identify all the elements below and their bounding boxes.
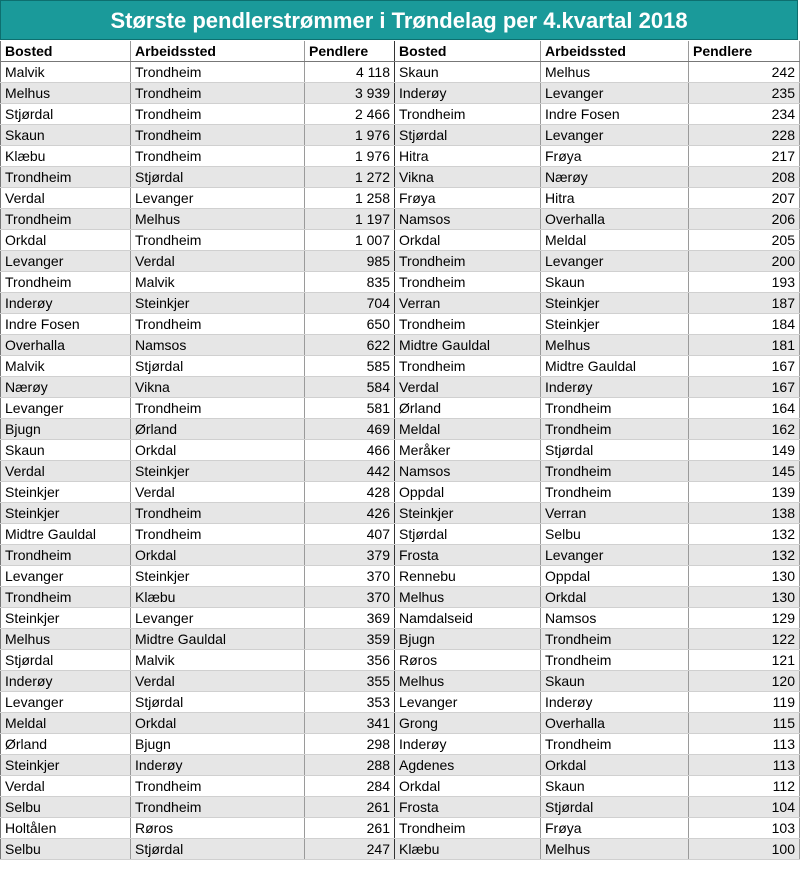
cell-pendlere-left: 704 [305,293,395,314]
cell-pendlere-right: 115 [689,713,800,734]
cell-bosted-left: Klæbu [1,146,131,167]
cell-pendlere-left: 4 118 [305,62,395,83]
table-row [1,440,800,461]
cell-pendlere-left: 353 [305,692,395,713]
cell-arbeidssted-right: Overhalla [541,713,689,734]
cell-pendlere-right: 122 [689,629,800,650]
cell-bosted-left: Malvik [1,356,131,377]
cell-pendlere-left: 985 [305,251,395,272]
cell-bosted-right: Steinkjer [395,503,541,524]
cell-pendlere-left: 442 [305,461,395,482]
header-pendlere-left: Pendlere [305,41,395,62]
table-row [1,461,800,482]
cell-arbeidssted-right: Levanger [541,125,689,146]
cell-arbeidssted-left: Trondheim [131,314,305,335]
cell-bosted-right: Midtre Gauldal [395,335,541,356]
cell-pendlere-right: 130 [689,566,800,587]
header-row [1,41,800,62]
table-row [1,62,800,83]
table-row [1,356,800,377]
cell-bosted-right: Namdalseid [395,608,541,629]
cell-pendlere-left: 379 [305,545,395,566]
cell-bosted-left: Selbu [1,797,131,818]
cell-pendlere-left: 261 [305,797,395,818]
cell-bosted-left: Skaun [1,125,131,146]
cell-arbeidssted-right: Skaun [541,671,689,692]
cell-pendlere-right: 242 [689,62,800,83]
cell-arbeidssted-right: Trondheim [541,482,689,503]
cell-pendlere-left: 370 [305,587,395,608]
cell-pendlere-left: 356 [305,650,395,671]
cell-bosted-left: Levanger [1,398,131,419]
cell-arbeidssted-left: Steinkjer [131,293,305,314]
cell-arbeidssted-right: Trondheim [541,629,689,650]
cell-bosted-right: Frøya [395,188,541,209]
cell-arbeidssted-right: Stjørdal [541,440,689,461]
cell-pendlere-left: 581 [305,398,395,419]
cell-pendlere-right: 149 [689,440,800,461]
cell-arbeidssted-left: Trondheim [131,230,305,251]
cell-arbeidssted-left: Trondheim [131,146,305,167]
cell-arbeidssted-right: Trondheim [541,419,689,440]
cell-pendlere-right: 228 [689,125,800,146]
cell-pendlere-left: 469 [305,419,395,440]
cell-arbeidssted-left: Stjørdal [131,356,305,377]
cell-pendlere-right: 235 [689,83,800,104]
cell-pendlere-right: 138 [689,503,800,524]
cell-bosted-right: Trondheim [395,818,541,839]
cell-pendlere-right: 193 [689,272,800,293]
cell-pendlere-right: 167 [689,356,800,377]
cell-pendlere-right: 103 [689,818,800,839]
cell-arbeidssted-right: Oppdal [541,566,689,587]
table-row [1,83,800,104]
cell-pendlere-left: 585 [305,356,395,377]
cell-pendlere-right: 217 [689,146,800,167]
cell-bosted-left: Holtålen [1,818,131,839]
cell-pendlere-left: 359 [305,629,395,650]
cell-pendlere-left: 466 [305,440,395,461]
cell-bosted-left: Trondheim [1,272,131,293]
cell-bosted-right: Trondheim [395,314,541,335]
cell-pendlere-left: 355 [305,671,395,692]
header-arbeidssted-left: Arbeidssted [131,41,305,62]
cell-bosted-right: Grong [395,713,541,734]
table-row [1,608,800,629]
cell-pendlere-right: 184 [689,314,800,335]
cell-arbeidssted-right: Steinkjer [541,314,689,335]
cell-arbeidssted-right: Hitra [541,188,689,209]
cell-bosted-left: Levanger [1,251,131,272]
cell-pendlere-left: 650 [305,314,395,335]
cell-pendlere-left: 247 [305,839,395,860]
cell-bosted-right: Ørland [395,398,541,419]
cell-arbeidssted-left: Levanger [131,188,305,209]
cell-bosted-left: Levanger [1,566,131,587]
cell-arbeidssted-right: Melhus [541,62,689,83]
cell-arbeidssted-right: Nærøy [541,167,689,188]
cell-bosted-left: Inderøy [1,293,131,314]
cell-pendlere-right: 120 [689,671,800,692]
cell-bosted-right: Namsos [395,461,541,482]
cell-arbeidssted-left: Trondheim [131,62,305,83]
table-row [1,629,800,650]
cell-bosted-right: Stjørdal [395,524,541,545]
cell-bosted-left: Steinkjer [1,482,131,503]
cell-arbeidssted-left: Levanger [131,608,305,629]
table-row [1,776,800,797]
table-row [1,755,800,776]
cell-arbeidssted-right: Stjørdal [541,797,689,818]
cell-pendlere-left: 835 [305,272,395,293]
table-row [1,419,800,440]
table-row [1,293,800,314]
table-row [1,314,800,335]
table-body [1,62,800,860]
cell-pendlere-right: 234 [689,104,800,125]
cell-bosted-left: Stjørdal [1,650,131,671]
cell-bosted-right: Namsos [395,209,541,230]
table-row [1,398,800,419]
cell-pendlere-left: 298 [305,734,395,755]
cell-pendlere-left: 428 [305,482,395,503]
cell-arbeidssted-right: Levanger [541,545,689,566]
cell-arbeidssted-right: Trondheim [541,461,689,482]
cell-arbeidssted-right: Inderøy [541,692,689,713]
table-row [1,818,800,839]
cell-bosted-left: Orkdal [1,230,131,251]
cell-bosted-left: Inderøy [1,671,131,692]
cell-pendlere-left: 2 466 [305,104,395,125]
cell-arbeidssted-right: Trondheim [541,650,689,671]
table-row [1,251,800,272]
cell-bosted-right: Agdenes [395,755,541,776]
commuter-table [0,41,800,860]
cell-arbeidssted-left: Verdal [131,482,305,503]
cell-bosted-right: Stjørdal [395,125,541,146]
cell-arbeidssted-right: Melhus [541,839,689,860]
cell-pendlere-right: 164 [689,398,800,419]
cell-arbeidssted-left: Trondheim [131,83,305,104]
cell-bosted-left: Steinkjer [1,608,131,629]
cell-arbeidssted-left: Steinkjer [131,566,305,587]
cell-arbeidssted-left: Midtre Gauldal [131,629,305,650]
cell-bosted-right: Oppdal [395,482,541,503]
cell-arbeidssted-right: Namsos [541,608,689,629]
cell-arbeidssted-right: Midtre Gauldal [541,356,689,377]
cell-arbeidssted-left: Malvik [131,650,305,671]
cell-pendlere-right: 200 [689,251,800,272]
cell-arbeidssted-right: Levanger [541,83,689,104]
cell-arbeidssted-right: Orkdal [541,587,689,608]
cell-arbeidssted-right: Frøya [541,818,689,839]
cell-pendlere-left: 369 [305,608,395,629]
cell-bosted-right: Verdal [395,377,541,398]
cell-arbeidssted-left: Stjørdal [131,167,305,188]
cell-bosted-left: Melhus [1,83,131,104]
cell-pendlere-left: 341 [305,713,395,734]
cell-pendlere-left: 1 258 [305,188,395,209]
cell-arbeidssted-left: Bjugn [131,734,305,755]
cell-pendlere-right: 132 [689,545,800,566]
cell-pendlere-left: 261 [305,818,395,839]
cell-pendlere-right: 139 [689,482,800,503]
cell-bosted-right: Melhus [395,587,541,608]
table-row [1,650,800,671]
cell-arbeidssted-left: Røros [131,818,305,839]
table-row [1,734,800,755]
cell-arbeidssted-right: Trondheim [541,398,689,419]
cell-bosted-right: Trondheim [395,104,541,125]
cell-arbeidssted-left: Verdal [131,251,305,272]
cell-pendlere-right: 181 [689,335,800,356]
table-row [1,167,800,188]
table-row [1,671,800,692]
cell-bosted-right: Vikna [395,167,541,188]
cell-arbeidssted-left: Trondheim [131,503,305,524]
cell-pendlere-right: 113 [689,734,800,755]
cell-bosted-left: Meldal [1,713,131,734]
cell-bosted-right: Trondheim [395,272,541,293]
cell-arbeidssted-left: Namsos [131,335,305,356]
cell-arbeidssted-left: Melhus [131,209,305,230]
cell-pendlere-right: 130 [689,587,800,608]
cell-arbeidssted-right: Selbu [541,524,689,545]
cell-pendlere-right: 112 [689,776,800,797]
cell-arbeidssted-right: Overhalla [541,209,689,230]
cell-bosted-left: Trondheim [1,167,131,188]
cell-pendlere-right: 167 [689,377,800,398]
cell-bosted-left: Steinkjer [1,755,131,776]
table-row [1,272,800,293]
header-arbeidssted-right: Arbeidssted [541,41,689,62]
cell-bosted-left: Nærøy [1,377,131,398]
cell-bosted-left: Melhus [1,629,131,650]
cell-arbeidssted-right: Steinkjer [541,293,689,314]
cell-arbeidssted-left: Steinkjer [131,461,305,482]
cell-pendlere-right: 129 [689,608,800,629]
cell-bosted-right: Inderøy [395,83,541,104]
cell-pendlere-left: 3 939 [305,83,395,104]
table-row [1,482,800,503]
cell-arbeidssted-left: Ørland [131,419,305,440]
cell-bosted-left: Overhalla [1,335,131,356]
cell-bosted-right: Røros [395,650,541,671]
cell-arbeidssted-left: Inderøy [131,755,305,776]
cell-arbeidssted-right: Trondheim [541,734,689,755]
cell-pendlere-right: 104 [689,797,800,818]
table-row [1,188,800,209]
cell-bosted-left: Bjugn [1,419,131,440]
cell-bosted-right: Rennebu [395,566,541,587]
cell-pendlere-right: 208 [689,167,800,188]
cell-bosted-right: Meråker [395,440,541,461]
table-row [1,377,800,398]
cell-bosted-left: Steinkjer [1,503,131,524]
cell-arbeidssted-right: Inderøy [541,377,689,398]
cell-arbeidssted-right: Melhus [541,335,689,356]
cell-pendlere-left: 370 [305,566,395,587]
table-row [1,524,800,545]
cell-pendlere-left: 1 272 [305,167,395,188]
cell-pendlere-left: 622 [305,335,395,356]
cell-bosted-right: Bjugn [395,629,541,650]
table-row [1,692,800,713]
table-row [1,713,800,734]
cell-pendlere-right: 162 [689,419,800,440]
cell-arbeidssted-left: Trondheim [131,104,305,125]
cell-bosted-left: Trondheim [1,587,131,608]
cell-bosted-left: Trondheim [1,209,131,230]
cell-bosted-left: Verdal [1,776,131,797]
cell-pendlere-left: 1 197 [305,209,395,230]
cell-arbeidssted-left: Orkdal [131,545,305,566]
cell-pendlere-left: 284 [305,776,395,797]
cell-bosted-left: Skaun [1,440,131,461]
table-row [1,797,800,818]
cell-pendlere-right: 113 [689,755,800,776]
table-row [1,545,800,566]
cell-arbeidssted-left: Trondheim [131,797,305,818]
header-bosted-right: Bosted [395,41,541,62]
table-row [1,566,800,587]
cell-arbeidssted-left: Verdal [131,671,305,692]
cell-arbeidssted-left: Malvik [131,272,305,293]
cell-arbeidssted-left: Klæbu [131,587,305,608]
table-row [1,104,800,125]
cell-pendlere-left: 407 [305,524,395,545]
cell-bosted-left: Stjørdal [1,104,131,125]
table-title: Største pendlerstrømmer i Trøndelag per 4.kvartal 2018 [0,0,798,40]
cell-bosted-right: Skaun [395,62,541,83]
cell-arbeidssted-left: Orkdal [131,440,305,461]
cell-arbeidssted-left: Orkdal [131,713,305,734]
cell-arbeidssted-left: Vikna [131,377,305,398]
cell-arbeidssted-right: Indre Fosen [541,104,689,125]
cell-arbeidssted-left: Stjørdal [131,839,305,860]
cell-bosted-left: Indre Fosen [1,314,131,335]
cell-bosted-right: Levanger [395,692,541,713]
cell-pendlere-left: 426 [305,503,395,524]
cell-pendlere-right: 207 [689,188,800,209]
cell-bosted-right: Verran [395,293,541,314]
cell-bosted-right: Klæbu [395,839,541,860]
cell-bosted-left: Selbu [1,839,131,860]
cell-bosted-right: Trondheim [395,251,541,272]
cell-pendlere-right: 145 [689,461,800,482]
table-row [1,503,800,524]
header-bosted-left: Bosted [1,41,131,62]
cell-arbeidssted-right: Skaun [541,272,689,293]
cell-arbeidssted-right: Orkdal [541,755,689,776]
table-row [1,230,800,251]
cell-bosted-right: Inderøy [395,734,541,755]
cell-bosted-right: Frosta [395,797,541,818]
cell-bosted-left: Ørland [1,734,131,755]
cell-bosted-right: Hitra [395,146,541,167]
cell-arbeidssted-right: Verran [541,503,689,524]
table-row [1,587,800,608]
cell-arbeidssted-left: Trondheim [131,125,305,146]
cell-pendlere-right: 100 [689,839,800,860]
cell-bosted-left: Midtre Gauldal [1,524,131,545]
cell-bosted-left: Malvik [1,62,131,83]
cell-bosted-left: Levanger [1,692,131,713]
cell-arbeidssted-right: Levanger [541,251,689,272]
cell-pendlere-left: 1 976 [305,146,395,167]
cell-arbeidssted-right: Frøya [541,146,689,167]
cell-arbeidssted-left: Trondheim [131,398,305,419]
cell-arbeidssted-right: Meldal [541,230,689,251]
cell-bosted-left: Verdal [1,461,131,482]
cell-bosted-left: Trondheim [1,545,131,566]
cell-pendlere-right: 187 [689,293,800,314]
cell-pendlere-left: 1 007 [305,230,395,251]
cell-bosted-right: Melhus [395,671,541,692]
cell-pendlere-left: 288 [305,755,395,776]
cell-bosted-right: Meldal [395,419,541,440]
header-pendlere-right: Pendlere [689,41,800,62]
cell-bosted-right: Trondheim [395,356,541,377]
cell-bosted-right: Frosta [395,545,541,566]
table-row [1,335,800,356]
table-row [1,209,800,230]
cell-pendlere-right: 132 [689,524,800,545]
table-row [1,125,800,146]
cell-arbeidssted-right: Skaun [541,776,689,797]
cell-bosted-left: Verdal [1,188,131,209]
cell-bosted-right: Orkdal [395,776,541,797]
table-row [1,839,800,860]
table-row [1,146,800,167]
cell-pendlere-left: 1 976 [305,125,395,146]
cell-pendlere-right: 205 [689,230,800,251]
cell-arbeidssted-left: Trondheim [131,524,305,545]
cell-arbeidssted-left: Trondheim [131,776,305,797]
cell-bosted-right: Orkdal [395,230,541,251]
cell-pendlere-left: 584 [305,377,395,398]
cell-arbeidssted-left: Stjørdal [131,692,305,713]
cell-pendlere-right: 121 [689,650,800,671]
cell-pendlere-right: 206 [689,209,800,230]
cell-pendlere-right: 119 [689,692,800,713]
